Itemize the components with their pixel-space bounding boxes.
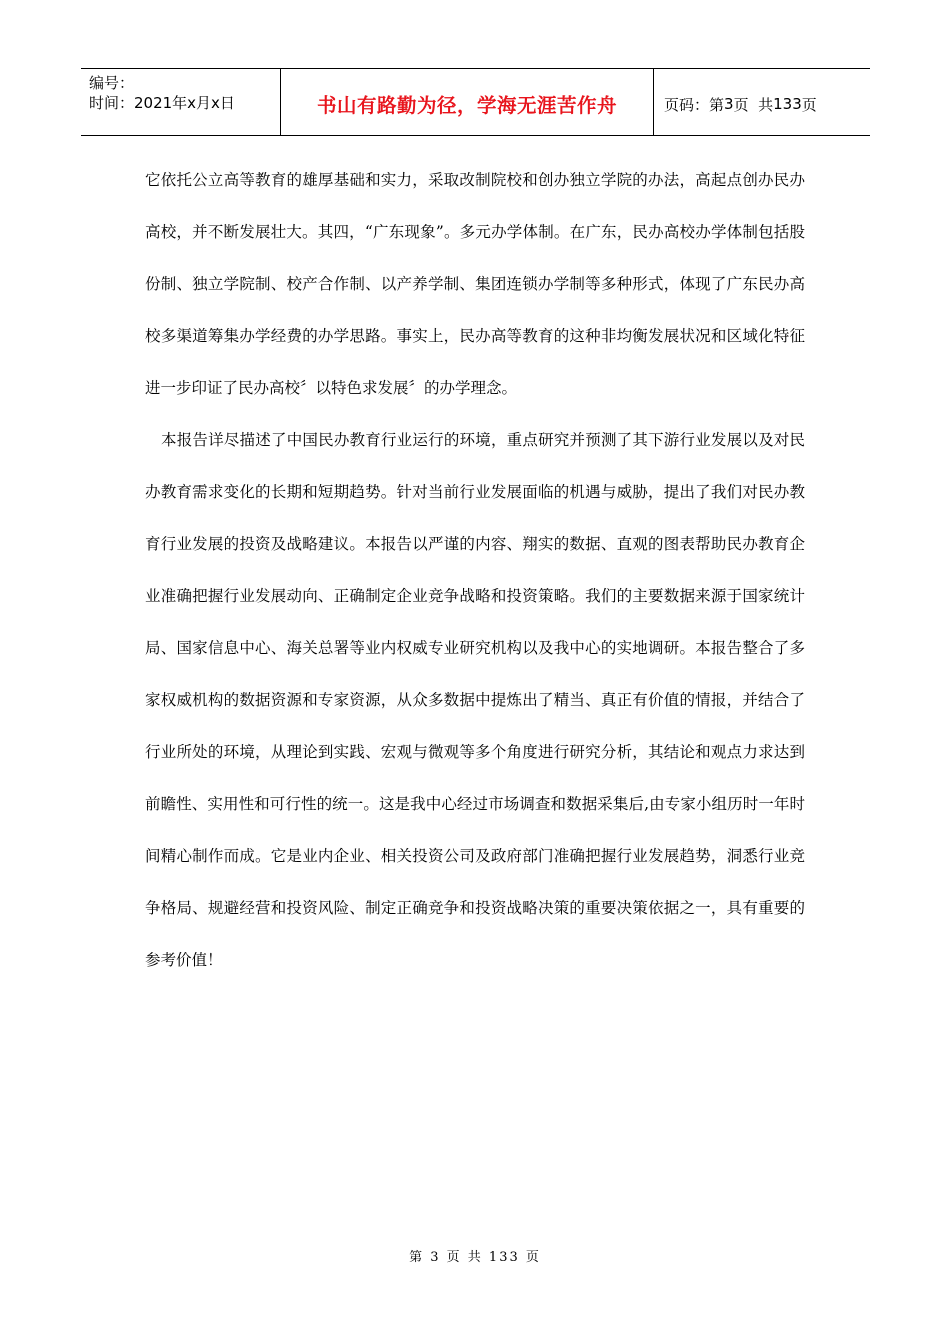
document-number-label: 编号：	[89, 74, 135, 92]
header-meta-cell	[81, 69, 281, 135]
page-mid: 页 共	[733, 95, 774, 114]
page-prefix: 页码：第	[664, 95, 725, 114]
page-header	[81, 68, 870, 136]
page-suffix: 页	[801, 95, 817, 114]
page-total-number: 133	[773, 95, 802, 113]
document-body	[145, 154, 805, 986]
header-motto-cell	[281, 69, 654, 135]
header-motto: 书山有路勤为径，学海无涯苦作舟	[316, 94, 617, 117]
footer-page-number: 第 3 页 共 133 页	[409, 1250, 541, 1265]
document-time-label: 时间：2021年x月x日	[89, 94, 235, 112]
body-paragraph-1: 它依托公立高等教育的雄厚基础和实力，采取改制院校和创办独立学院的办法，高起点创办民办高校，并不断发展壮大。其四，“广东现象”。多元办学体制。在广东，民办高校办学体制包括股份制、独立学院制、校产合作制、以产养学制、集团连锁办学制等多种形式，体现了广东民办高校多渠道筹集办学经费的办学思路。事实上，民办高等教育的这种非均衡发展状况和区域化特征进一步印证了民办高校〞以特色求发展〞的办学理念。	[145, 171, 805, 397]
body-paragraph-2: 本报告详尽描述了中国民办教育行业运行的环境，重点研究并预测了其下游行业发展以及对民办教育需求变化的长期和短期趋势。针对当前行业发展面临的机遇与威胁，提出了我们对民办教育行业发展的投资及战略建议。本报告以严谨的内容、翔实的数据、直观的图表帮助民办教育企业准确把握行业发展动向、正确制定企业竞争战略和投资策略。我们的主要数据来源于国家统计局、国家信息中心、海关总署等业内权威专业研究机构以及我中心的实地调研。本报告整合了多家权威机构的数据资源和专家资源，从众多数据中提炼出了精当、真正有价值的情报，并结合了行业所处的环境，从理论到实践、宏观与微观等多个角度进行研究分析，其结论和观点力求达到前瞻性、实用性和可行性的统一。这是我中心经过市场调查和数据采集后,由专家小组历时一年时间精心制作而成。它是业内企业、相关投资公司及政府部门准确把握行业发展趋势，洞悉行业竞争格局、规避经营和投资风险、制定正确竞争和投资战略决策的重要决策依据之一，具有重要的参考价值！	[145, 431, 805, 969]
header-page-cell	[654, 69, 870, 135]
page-current-number: 3	[724, 95, 734, 113]
page-footer	[0, 1246, 950, 1265]
